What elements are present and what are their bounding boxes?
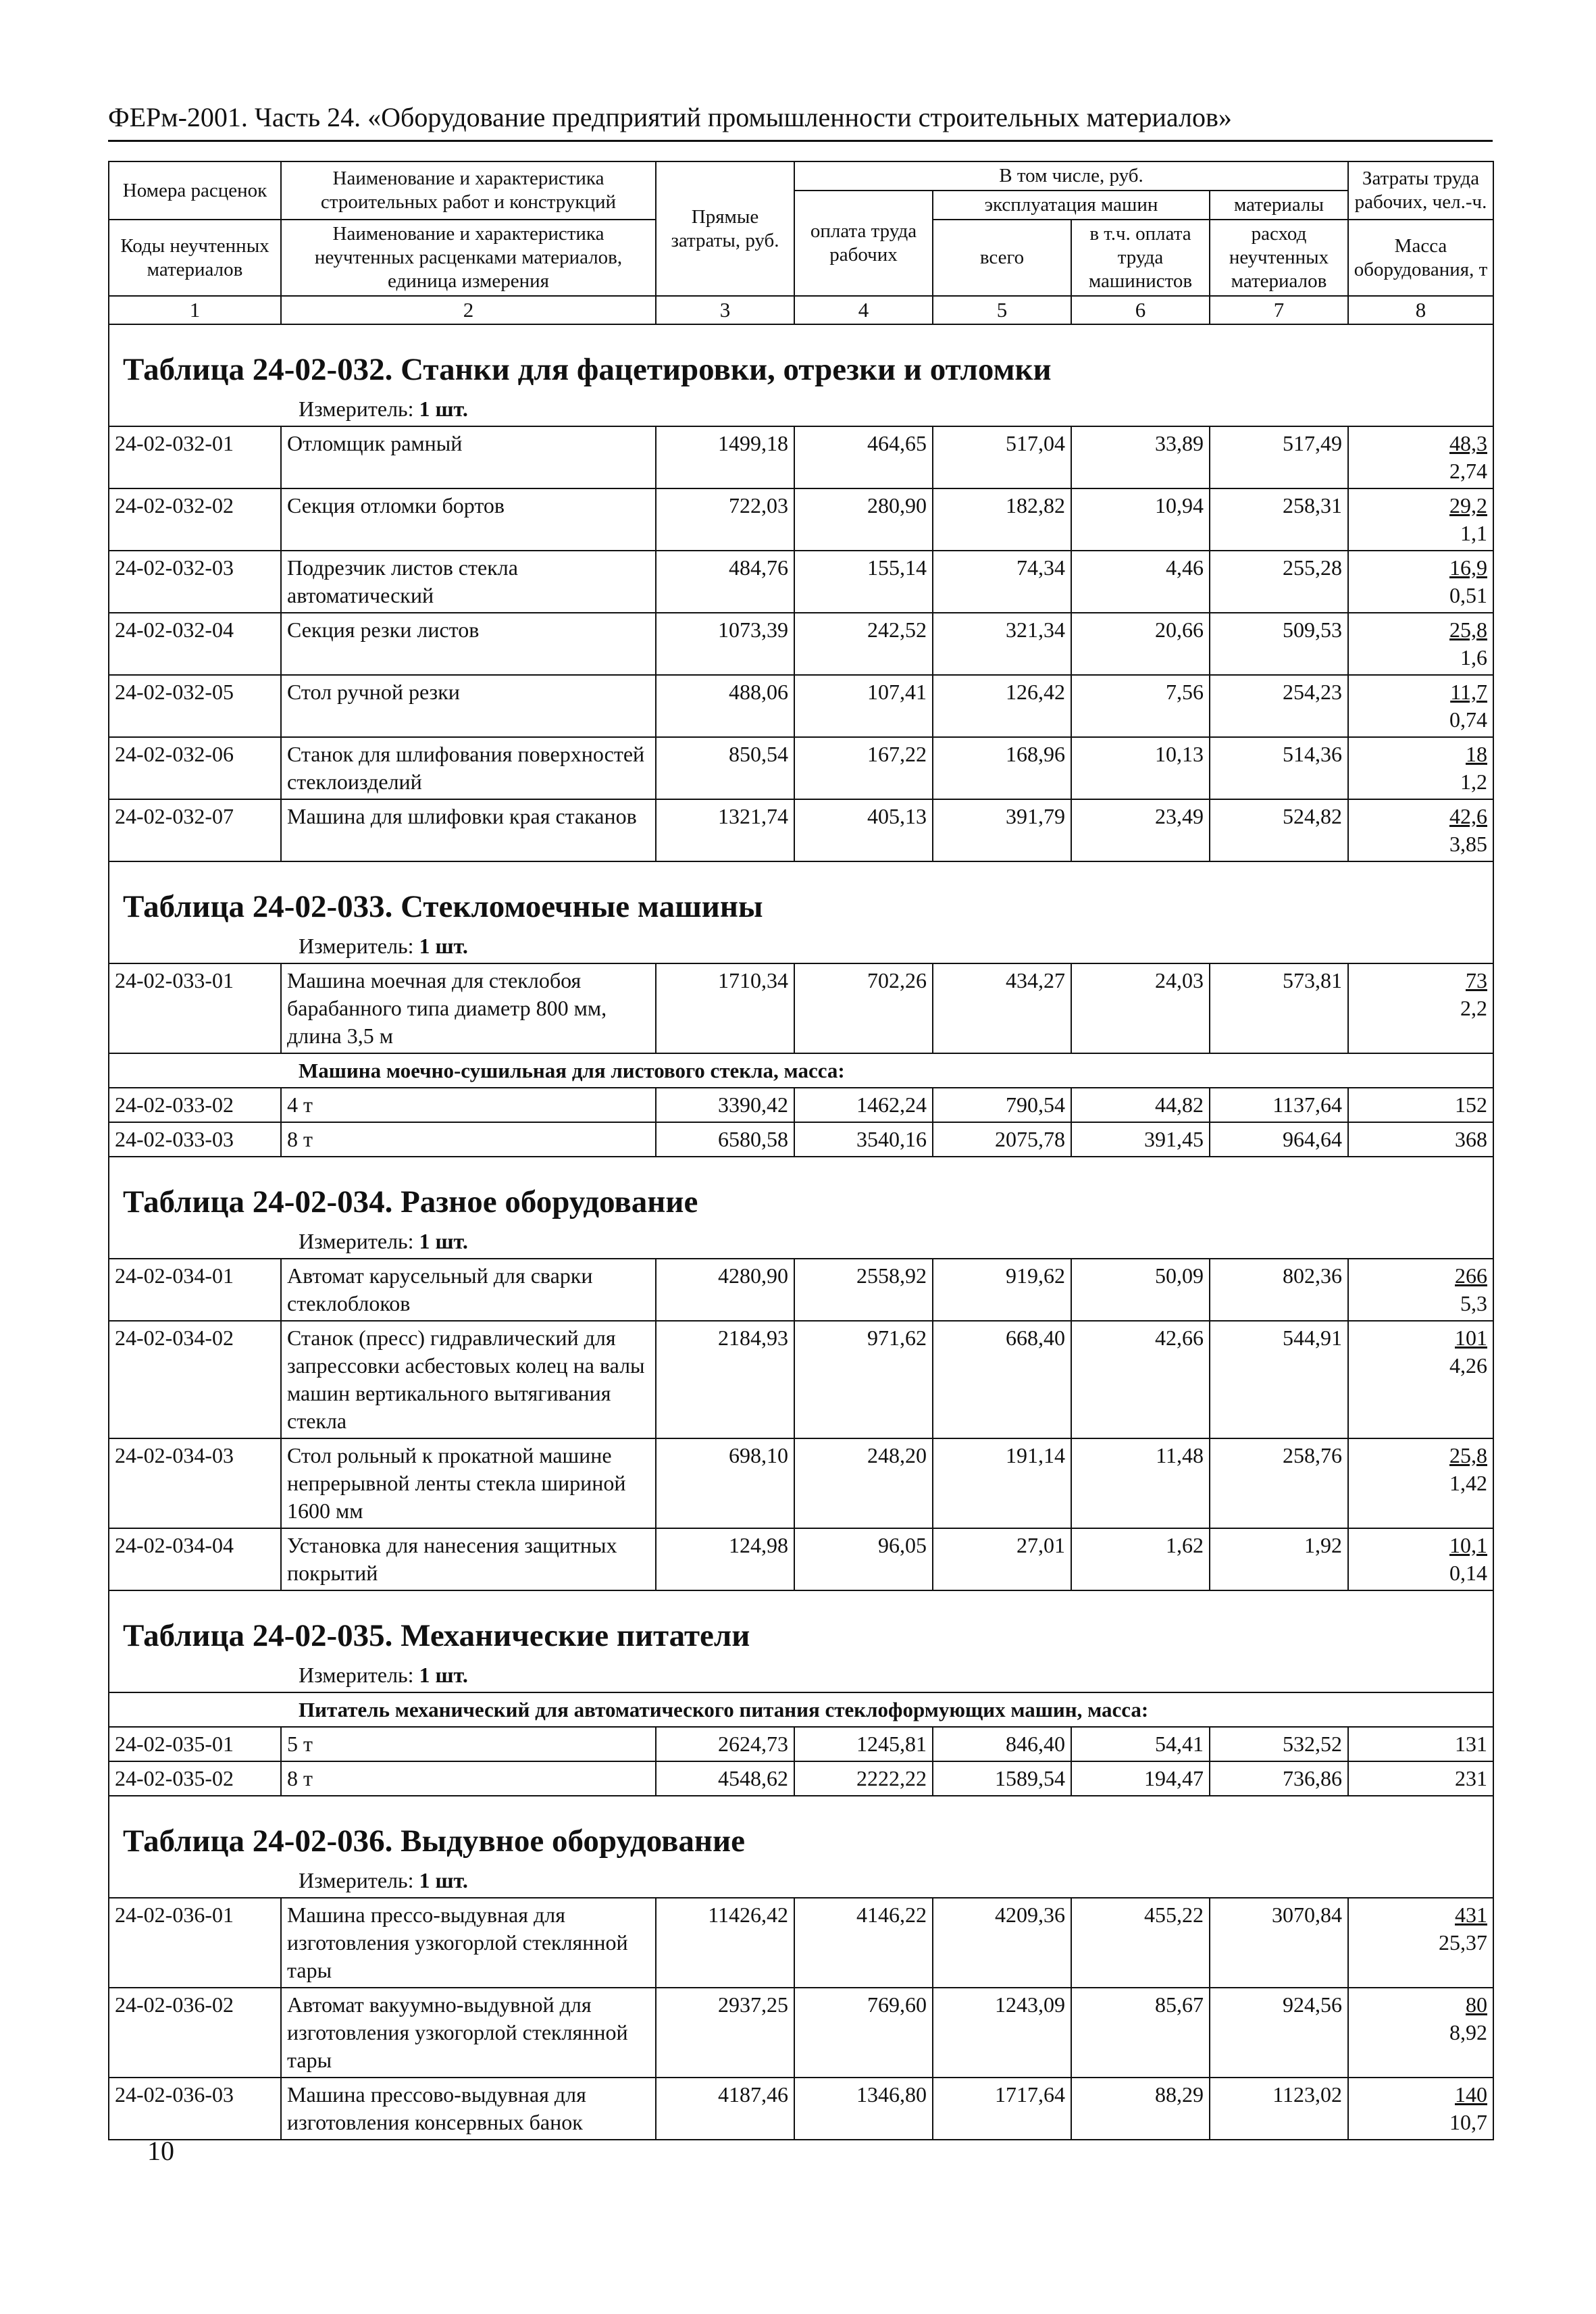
operators-pay: 44,82 (1071, 1088, 1210, 1122)
measure-value: 1 шт. (419, 397, 468, 421)
group-label: В том числе, руб. (794, 161, 1348, 191)
rate-code: 24-02-032-01 (109, 426, 281, 488)
direct-cost: 2184,93 (656, 1321, 794, 1438)
col2-top-label: Наименование и характеристика строительных работ и конструкций (281, 161, 656, 220)
labor-mass-cell (1348, 1122, 1493, 1157)
direct-cost: 1499,18 (656, 426, 794, 488)
operators-pay: 20,66 (1071, 613, 1210, 675)
labor-hours: 16,9 (1449, 555, 1487, 580)
rate-name: Машина прессово-выдувная для изготовления консервных банок (281, 2078, 656, 2140)
col5-label: всего (933, 220, 1071, 296)
operators-pay: 33,89 (1071, 426, 1210, 488)
equipment-mass: 2,74 (1449, 459, 1487, 483)
group-subheading: Питатель механический для автоматического питания стеклоформующих машин, масса: (109, 1692, 1493, 1727)
machines-total: 4209,36 (933, 1898, 1071, 1988)
labor-pay: 1245,81 (794, 1727, 933, 1761)
rate-name: 8 т (281, 1122, 656, 1157)
labor-pay: 4146,22 (794, 1898, 933, 1988)
labor-hours: 48,3 (1449, 431, 1487, 455)
rates-table (108, 161, 1494, 2140)
labor-hours: 131 (1455, 1732, 1487, 1756)
materials-cost: 802,36 (1210, 1259, 1348, 1321)
labor-hours: 140 (1455, 2082, 1487, 2107)
section-title: Таблица 24-02-035. Механические питатели (109, 1590, 1493, 1659)
rate-code: 24-02-034-02 (109, 1321, 281, 1438)
equipment-mass: 3,85 (1449, 832, 1487, 856)
labor-hours: 10,1 (1449, 1533, 1487, 1557)
labor-hours: 18 (1466, 742, 1487, 766)
labor-pay: 405,13 (794, 799, 933, 861)
machines-total: 391,79 (933, 799, 1071, 861)
col7-label: расход неучтенных материалов (1210, 220, 1348, 296)
materials-cost: 258,76 (1210, 1438, 1348, 1528)
rate-code: 24-02-036-03 (109, 2078, 281, 2140)
col-number: 1 (109, 296, 281, 324)
table-row (109, 488, 1493, 551)
rate-name: Машина моечная для стеклобоя барабанного типа диаметр 800 мм, длина 3,5 м (281, 963, 656, 1053)
labor-mass-cell (1348, 737, 1493, 799)
labor-mass-cell (1348, 426, 1493, 488)
machines-total: 321,34 (933, 613, 1071, 675)
machines-total: 434,27 (933, 963, 1071, 1053)
materials-cost: 544,91 (1210, 1321, 1348, 1438)
materials-cost: 258,31 (1210, 488, 1348, 551)
operators-pay: 54,41 (1071, 1727, 1210, 1761)
labor-pay: 96,05 (794, 1528, 933, 1590)
rate-code: 24-02-032-05 (109, 675, 281, 737)
labor-pay: 242,52 (794, 613, 933, 675)
labor-hours: 431 (1455, 1903, 1487, 1927)
operators-pay: 10,94 (1071, 488, 1210, 551)
rate-name: Стол ручной резки (281, 675, 656, 737)
measure (109, 1225, 1493, 1259)
materials-cost: 1123,02 (1210, 2078, 1348, 2140)
col8-top-label: Затраты труда рабочих, чел.-ч. (1348, 161, 1493, 220)
labor-mass-cell (1348, 1898, 1493, 1988)
materials-cost: 514,36 (1210, 737, 1348, 799)
table-row (109, 1898, 1493, 1988)
operators-pay: 391,45 (1071, 1122, 1210, 1157)
labor-hours: 80 (1466, 1992, 1487, 2017)
equipment-mass: 25,37 (1439, 1930, 1487, 1955)
materials-cost: 524,82 (1210, 799, 1348, 861)
operators-pay: 50,09 (1071, 1259, 1210, 1321)
col-number: 5 (933, 296, 1071, 324)
labor-mass-cell (1348, 488, 1493, 551)
table-row (109, 1727, 1493, 1761)
labor-pay: 155,14 (794, 551, 933, 613)
labor-mass-cell (1348, 799, 1493, 861)
rate-name: Станок (пресс) гидравлический для запрессовки асбестовых колец на валы машин вертикального вытягивания стекла (281, 1321, 656, 1438)
rate-code: 24-02-035-01 (109, 1727, 281, 1761)
materials-cost: 1,92 (1210, 1528, 1348, 1590)
equipment-mass: 1,1 (1460, 521, 1487, 545)
table-row (109, 1988, 1493, 2078)
section-title-row (109, 324, 1493, 393)
direct-cost: 698,10 (656, 1438, 794, 1528)
labor-hours: 73 (1466, 968, 1487, 992)
table-row (109, 2078, 1493, 2140)
rate-name: 8 т (281, 1761, 656, 1796)
rate-name: Автомат карусельный для сварки стеклоблоков (281, 1259, 656, 1321)
materials-cost: 517,49 (1210, 426, 1348, 488)
section-title-row (109, 1796, 1493, 1864)
operators-pay: 7,56 (1071, 675, 1210, 737)
table-row (109, 1088, 1493, 1122)
materials-cost: 532,52 (1210, 1727, 1348, 1761)
machines-total: 168,96 (933, 737, 1071, 799)
measure (109, 393, 1493, 426)
rate-code: 24-02-035-02 (109, 1761, 281, 1796)
labor-mass-cell (1348, 1988, 1493, 2078)
machines-total: 2075,78 (933, 1122, 1071, 1157)
equipment-mass: 0,14 (1449, 1561, 1487, 1585)
materials-cost: 924,56 (1210, 1988, 1348, 2078)
section-title-row (109, 1157, 1493, 1225)
machines-total: 517,04 (933, 426, 1071, 488)
labor-hours: 152 (1455, 1092, 1487, 1117)
labor-pay: 769,60 (794, 1988, 933, 2078)
machines-total: 27,01 (933, 1528, 1071, 1590)
labor-pay: 167,22 (794, 737, 933, 799)
direct-cost: 6580,58 (656, 1122, 794, 1157)
equipment-mass: 0,74 (1449, 707, 1487, 732)
rate-code: 24-02-034-04 (109, 1528, 281, 1590)
machines-total: 1589,54 (933, 1761, 1071, 1796)
measure-label: Измеритель: (299, 1868, 414, 1892)
col1-bottom-label: Коды неучтенных материалов (109, 220, 281, 296)
direct-cost: 1321,74 (656, 799, 794, 861)
measure-value: 1 шт. (419, 1663, 468, 1687)
materials-cost: 255,28 (1210, 551, 1348, 613)
measure-label: Измеритель: (299, 1663, 414, 1687)
table-row (109, 1122, 1493, 1157)
rate-name: Машина для шлифовки края стаканов (281, 799, 656, 861)
col1-top-label: Номера расценок (109, 161, 281, 220)
table-row (109, 426, 1493, 488)
labor-hours: 11,7 (1450, 680, 1487, 704)
labor-mass-cell (1348, 1321, 1493, 1438)
measure-row (109, 1864, 1493, 1898)
machines-total: 191,14 (933, 1438, 1071, 1528)
rate-name: 5 т (281, 1727, 656, 1761)
col3-label: Прямые затраты, руб. (656, 161, 794, 296)
labor-pay: 3540,16 (794, 1122, 933, 1157)
operators-pay: 10,13 (1071, 737, 1210, 799)
table-row (109, 799, 1493, 861)
labor-mass-cell (1348, 1761, 1493, 1796)
operators-pay: 455,22 (1071, 1898, 1210, 1988)
direct-cost: 4187,46 (656, 2078, 794, 2140)
materials-cost: 964,64 (1210, 1122, 1348, 1157)
direct-cost: 2624,73 (656, 1727, 794, 1761)
operators-pay: 194,47 (1071, 1761, 1210, 1796)
column-numbers (109, 296, 1493, 324)
equipment-mass: 2,2 (1460, 996, 1487, 1020)
rate-code: 24-02-034-01 (109, 1259, 281, 1321)
sections-body (109, 324, 1493, 2140)
rate-name: Секция отломки бортов (281, 488, 656, 551)
measure (109, 1659, 1493, 1692)
running-header: ФЕРм-2001. Часть 24. «Оборудование предприятий промышленности строительных материалов» (108, 101, 1493, 142)
rate-name: Стол рольный к прокатной машине непрерывной ленты стекла шириной 1600 мм (281, 1438, 656, 1528)
operators-pay: 1,62 (1071, 1528, 1210, 1590)
operators-pay: 85,67 (1071, 1988, 1210, 2078)
materials-cost: 736,86 (1210, 1761, 1348, 1796)
materials-cost: 1137,64 (1210, 1088, 1348, 1122)
measure-row (109, 393, 1493, 426)
machines-total: 74,34 (933, 551, 1071, 613)
rate-name: Отломщик рамный (281, 426, 656, 488)
measure-value: 1 шт. (419, 1868, 468, 1892)
rate-code: 24-02-036-01 (109, 1898, 281, 1988)
direct-cost: 488,06 (656, 675, 794, 737)
rate-name: Автомат вакуумно-выдувной для изготовления узкогорлой стеклянной тары (281, 1988, 656, 2078)
rate-name: Подрезчик листов стекла автоматический (281, 551, 656, 613)
direct-cost: 4280,90 (656, 1259, 794, 1321)
labor-hours: 25,8 (1449, 618, 1487, 642)
operators-pay: 24,03 (1071, 963, 1210, 1053)
operators-pay: 88,29 (1071, 2078, 1210, 2140)
table-row (109, 1259, 1493, 1321)
table-row (109, 963, 1493, 1053)
labor-mass-cell (1348, 963, 1493, 1053)
table-row (109, 737, 1493, 799)
labor-pay: 464,65 (794, 426, 933, 488)
section-title: Таблица 24-02-036. Выдувное оборудование (109, 1796, 1493, 1864)
measure-value: 1 шт. (419, 934, 468, 958)
rate-code: 24-02-032-06 (109, 737, 281, 799)
section-title-row (109, 1590, 1493, 1659)
operators-pay: 23,49 (1071, 799, 1210, 861)
labor-mass-cell (1348, 1088, 1493, 1122)
col6-label: в т.ч. оплата труда машинистов (1071, 220, 1210, 296)
machines-total: 790,54 (933, 1088, 1071, 1122)
rate-name: Установка для нанесения защитных покрытий (281, 1528, 656, 1590)
equipment-mass: 1,42 (1449, 1471, 1487, 1495)
group-subheading-row (109, 1053, 1493, 1088)
column-header (109, 161, 1493, 324)
operators-pay: 42,66 (1071, 1321, 1210, 1438)
machines-total: 182,82 (933, 488, 1071, 551)
rate-code: 24-02-032-07 (109, 799, 281, 861)
col8-bottom-label: Масса оборудования, т (1348, 220, 1493, 296)
rate-code: 24-02-033-03 (109, 1122, 281, 1157)
measure (109, 930, 1493, 963)
page-number: 10 (147, 2136, 174, 2166)
labor-mass-cell (1348, 1528, 1493, 1590)
equipment-mass: 1,6 (1460, 645, 1487, 670)
labor-hours: 42,6 (1449, 804, 1487, 828)
labor-hours: 29,2 (1449, 493, 1487, 518)
col-number: 8 (1348, 296, 1493, 324)
rate-name: Секция резки листов (281, 613, 656, 675)
section-title: Таблица 24-02-033. Стекломоечные машины (109, 861, 1493, 930)
measure-row (109, 930, 1493, 963)
rate-code: 24-02-033-01 (109, 963, 281, 1053)
labor-hours: 368 (1455, 1127, 1487, 1151)
labor-mass-cell (1348, 675, 1493, 737)
operators-pay: 11,48 (1071, 1438, 1210, 1528)
col-number: 6 (1071, 296, 1210, 324)
labor-pay: 107,41 (794, 675, 933, 737)
group-subheading-row (109, 1692, 1493, 1727)
operators-pay: 4,46 (1071, 551, 1210, 613)
table-row (109, 1761, 1493, 1796)
equipment-mass: 4,26 (1449, 1353, 1487, 1378)
materials-cost: 3070,84 (1210, 1898, 1348, 1988)
measure (109, 1864, 1493, 1898)
table-row (109, 1438, 1493, 1528)
direct-cost: 1710,34 (656, 963, 794, 1053)
rate-code: 24-02-032-03 (109, 551, 281, 613)
rate-code: 24-02-034-03 (109, 1438, 281, 1528)
col-number: 3 (656, 296, 794, 324)
labor-pay: 2558,92 (794, 1259, 933, 1321)
labor-mass-cell (1348, 551, 1493, 613)
rate-code: 24-02-036-02 (109, 1988, 281, 2078)
table-row (109, 613, 1493, 675)
labor-hours: 25,8 (1449, 1443, 1487, 1467)
rate-name: Машина прессо-выдувная для изготовления узкогорлой стеклянной тары (281, 1898, 656, 1988)
measure-label: Измеритель: (299, 397, 414, 421)
direct-cost: 11426,42 (656, 1898, 794, 1988)
table-row (109, 675, 1493, 737)
equipment-mass: 5,3 (1460, 1291, 1487, 1315)
materials-cost: 509,53 (1210, 613, 1348, 675)
direct-cost: 2937,25 (656, 1988, 794, 2078)
table-row (109, 551, 1493, 613)
direct-cost: 850,54 (656, 737, 794, 799)
equipment-mass: 10,7 (1449, 2110, 1487, 2134)
labor-hours: 231 (1455, 1766, 1487, 1790)
labor-pay: 280,90 (794, 488, 933, 551)
machines-total: 668,40 (933, 1321, 1071, 1438)
labor-mass-cell (1348, 1438, 1493, 1528)
measure-row (109, 1659, 1493, 1692)
machines-total: 126,42 (933, 675, 1071, 737)
measure-value: 1 шт. (419, 1229, 468, 1253)
labor-mass-cell (1348, 1259, 1493, 1321)
labor-hours: 266 (1455, 1263, 1487, 1288)
machines-total: 846,40 (933, 1727, 1071, 1761)
labor-mass-cell (1348, 1727, 1493, 1761)
rate-name: Станок для шлифования поверхностей стеклоизделий (281, 737, 656, 799)
labor-pay: 248,20 (794, 1438, 933, 1528)
labor-pay: 1462,24 (794, 1088, 933, 1122)
materials-label: материалы (1210, 191, 1348, 220)
labor-pay: 1346,80 (794, 2078, 933, 2140)
materials-cost: 573,81 (1210, 963, 1348, 1053)
col-number: 2 (281, 296, 656, 324)
equipment-mass: 1,2 (1460, 770, 1487, 794)
labor-pay: 702,26 (794, 963, 933, 1053)
equipment-mass: 8,92 (1449, 2020, 1487, 2044)
equipment-mass: 0,51 (1449, 583, 1487, 607)
rate-code: 24-02-032-04 (109, 613, 281, 675)
measure-label: Измеритель: (299, 1229, 414, 1253)
section-title: Таблица 24-02-032. Станки для фацетировки, отрезки и отломки (109, 324, 1493, 393)
machines-total: 1243,09 (933, 1988, 1071, 2078)
section-title: Таблица 24-02-034. Разное оборудование (109, 1157, 1493, 1225)
col2-bottom-label: Наименование и характеристика неучтенных расценками материалов, единица измерения (281, 220, 656, 296)
group-subheading: Машина моечно-сушильная для листового стекла, масса: (109, 1053, 1493, 1088)
machines-total: 1717,64 (933, 2078, 1071, 2140)
measure-row (109, 1225, 1493, 1259)
direct-cost: 484,76 (656, 551, 794, 613)
rate-name: 4 т (281, 1088, 656, 1122)
materials-cost: 254,23 (1210, 675, 1348, 737)
machines-total: 919,62 (933, 1259, 1071, 1321)
labor-mass-cell (1348, 2078, 1493, 2140)
labor-hours: 101 (1455, 1326, 1487, 1350)
labor-pay: 971,62 (794, 1321, 933, 1438)
document-page (108, 101, 1493, 2140)
col4-label: оплата труда рабочих (794, 191, 933, 296)
direct-cost: 124,98 (656, 1528, 794, 1590)
direct-cost: 4548,62 (656, 1761, 794, 1796)
col-number: 4 (794, 296, 933, 324)
labor-pay: 2222,22 (794, 1761, 933, 1796)
labor-mass-cell (1348, 613, 1493, 675)
col-number: 7 (1210, 296, 1348, 324)
rate-code: 24-02-033-02 (109, 1088, 281, 1122)
measure-label: Измеритель: (299, 934, 414, 958)
direct-cost: 722,03 (656, 488, 794, 551)
direct-cost: 1073,39 (656, 613, 794, 675)
table-row (109, 1528, 1493, 1590)
section-title-row (109, 861, 1493, 930)
machines-label: эксплуатация машин (933, 191, 1210, 220)
table-row (109, 1321, 1493, 1438)
rate-code: 24-02-032-02 (109, 488, 281, 551)
direct-cost: 3390,42 (656, 1088, 794, 1122)
